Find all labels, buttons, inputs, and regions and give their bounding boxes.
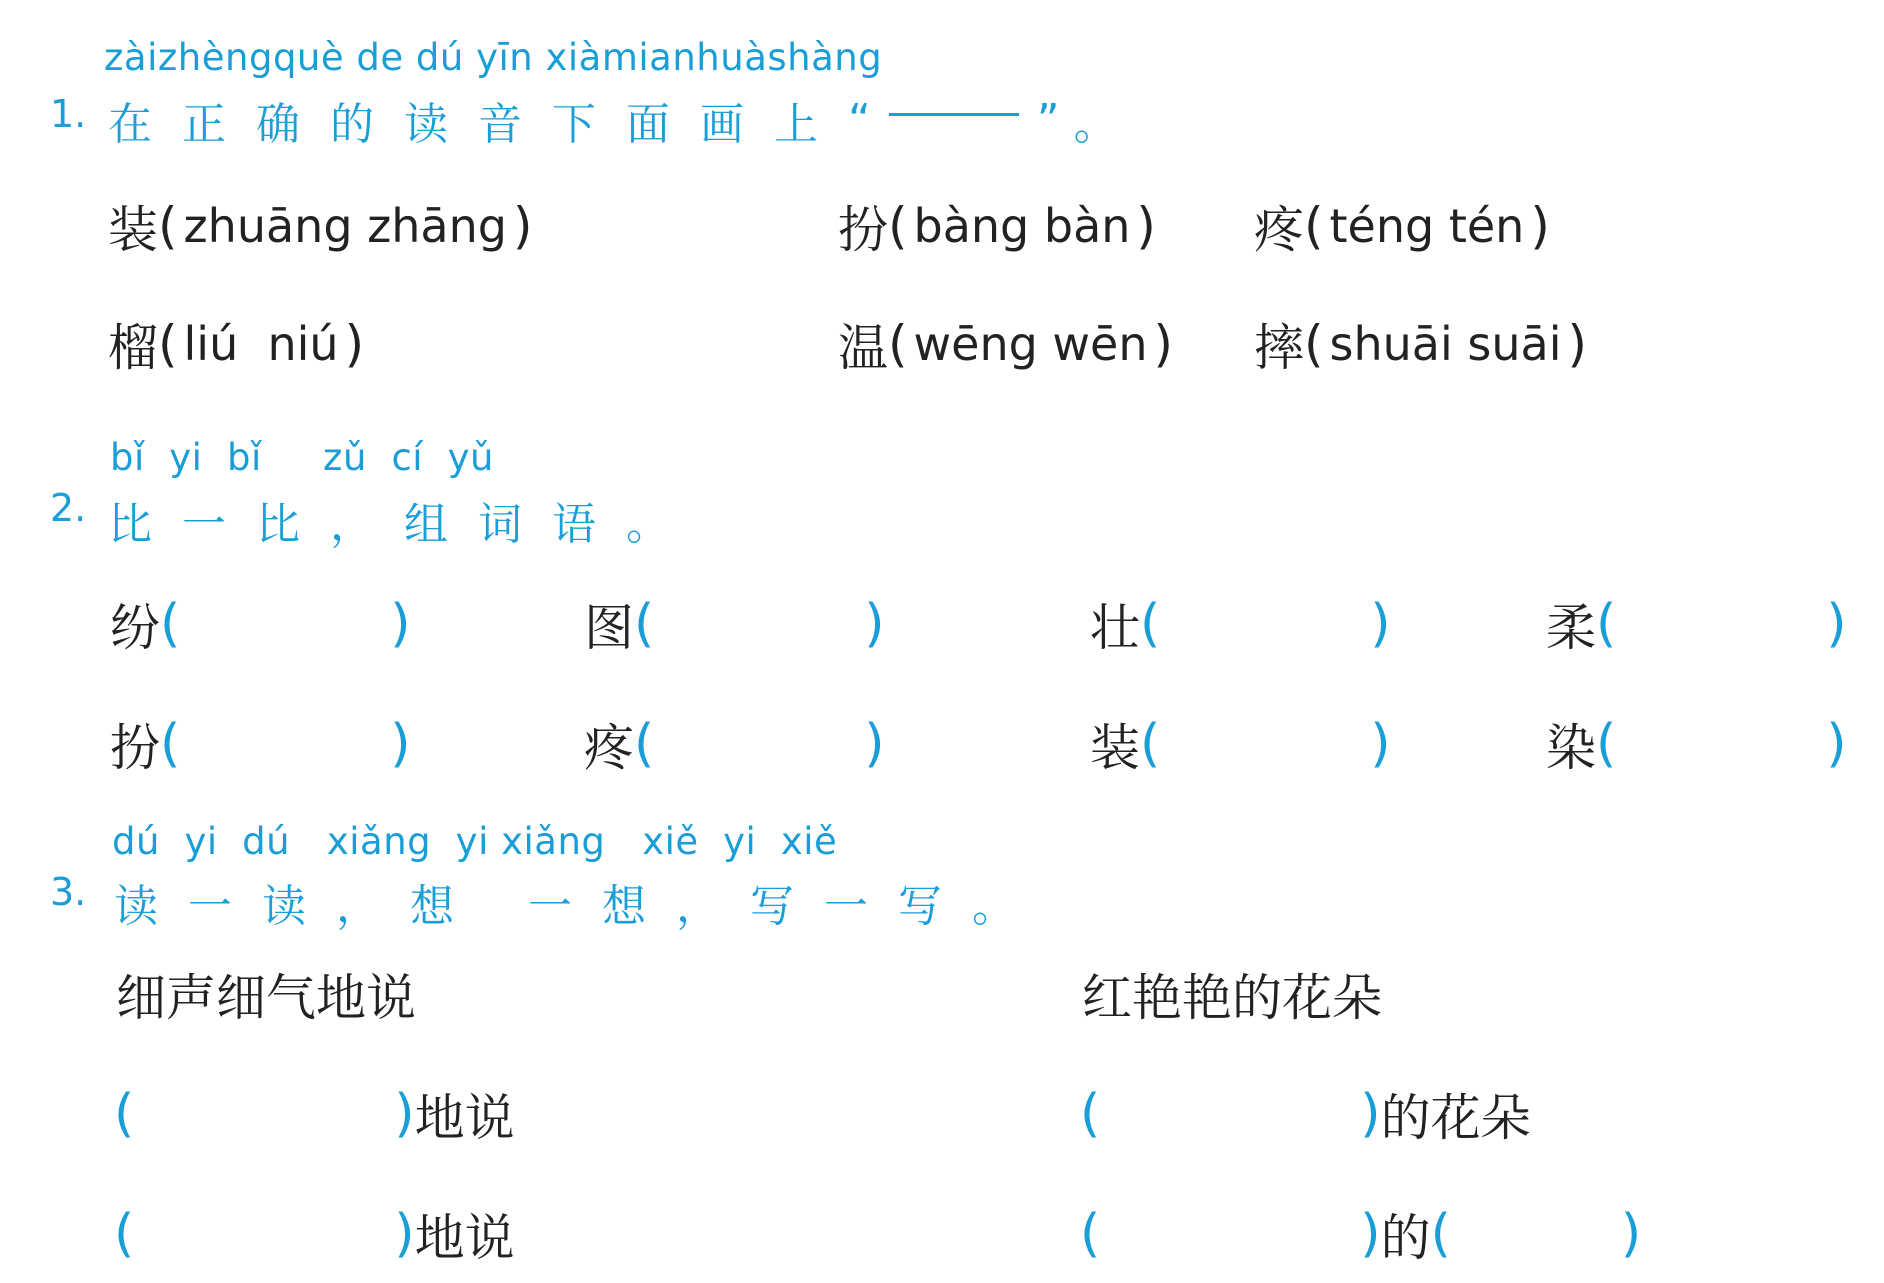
q2-item-5 xyxy=(110,708,411,780)
paren-open: ( xyxy=(1304,315,1324,373)
paren-open: ( xyxy=(1140,594,1161,654)
paren-close: ) xyxy=(1360,1204,1381,1264)
paren-close: ) xyxy=(1567,315,1587,373)
q2-pinyin: bǐ yi bǐ zǔ cí yǔ xyxy=(110,436,494,479)
paren-open: ( xyxy=(634,594,655,654)
paren-close: ) xyxy=(1530,197,1550,255)
q1-item-4 xyxy=(108,308,364,380)
paren-close: ) xyxy=(1370,714,1391,774)
q1-item-pinyin[interactable]: shuāi suāi xyxy=(1329,317,1562,371)
paren-open: ( xyxy=(1140,714,1161,774)
paren-open: ( xyxy=(158,315,178,373)
paren-open: ( xyxy=(1080,1204,1101,1264)
q2-char: 扮 xyxy=(110,719,160,777)
paren-close: ) xyxy=(1360,1084,1381,1144)
q2-char: 装 xyxy=(1090,719,1140,777)
q3-right-suffix: 的 xyxy=(1380,1209,1431,1267)
q1-item-5 xyxy=(838,308,1173,380)
q1-item-char: 温 xyxy=(838,319,888,377)
q1-instruction-text: 在正确的读音下面画上 xyxy=(108,99,848,150)
q2-number: 2. xyxy=(50,486,87,530)
q1-item-pinyin[interactable]: liú niú xyxy=(183,317,339,371)
paren-close: ) xyxy=(1826,714,1847,774)
q3-pinyin: dú yi dú xiǎng yi xiǎng xiě yi xiě xyxy=(112,820,838,863)
paren-close: ) xyxy=(1620,1204,1642,1264)
q1-item-char: 摔 xyxy=(1254,319,1304,377)
paren-close: ) xyxy=(512,197,533,255)
q3-left-row-2 xyxy=(114,1198,515,1270)
q3-number: 3. xyxy=(50,870,87,914)
paren-open: ( xyxy=(634,714,655,774)
paren-close: ) xyxy=(1826,594,1847,654)
q1-quote-open: “ xyxy=(848,94,871,146)
q1-item-char: 扮 xyxy=(838,201,888,259)
q3-right-example: 红艳艳的花朵 xyxy=(1082,969,1382,1027)
q1-period: 。 xyxy=(1073,99,1118,150)
q2-char: 染 xyxy=(1546,719,1596,777)
paren-open: ( xyxy=(888,197,908,255)
q3-instruction: 读一读，想 一想，写一写。 xyxy=(114,881,1046,932)
q2-char: 壮 xyxy=(1090,599,1140,657)
q1-item-1 xyxy=(108,190,533,262)
q3-right-suffix: 的花朵 xyxy=(1380,1089,1531,1147)
q1-item-2 xyxy=(838,190,1156,262)
paren-close: ) xyxy=(390,594,411,654)
paren-open: ( xyxy=(1596,714,1617,774)
q2-char: 柔 xyxy=(1546,599,1596,657)
paren-open: ( xyxy=(1430,1204,1451,1264)
q2-char: 疼 xyxy=(584,719,634,777)
paren-open: ( xyxy=(1080,1084,1101,1144)
q2-instruction: 比一比，组词语。 xyxy=(108,499,700,550)
q2-item-6 xyxy=(584,708,885,780)
paren-close: ) xyxy=(1153,315,1174,373)
paren-open: ( xyxy=(160,714,181,774)
q3-right-row-1 xyxy=(1080,1078,1531,1150)
paren-open: ( xyxy=(114,1204,135,1264)
q1-item-pinyin[interactable]: wēng wēn xyxy=(913,317,1148,371)
q2-item-1 xyxy=(110,588,411,660)
paren-close: ) xyxy=(390,714,411,774)
paren-open: ( xyxy=(1596,594,1617,654)
q2-item-8 xyxy=(1546,708,1847,780)
paren-open: ( xyxy=(160,594,181,654)
q1-item-pinyin[interactable]: bàng bàn xyxy=(913,199,1131,253)
q1-item-char: 疼 xyxy=(1254,201,1304,259)
paren-close: ) xyxy=(1136,197,1156,255)
q1-item-pinyin[interactable]: téng tén xyxy=(1329,199,1525,253)
q1-quote-close: ” xyxy=(1036,94,1060,146)
q3-left-row-1 xyxy=(114,1078,515,1150)
q3-left-suffix: 地说 xyxy=(414,1089,515,1147)
q2-char: 图 xyxy=(584,599,634,657)
q1-pinyin: zàizhèngquè de dú yīn xiàmianhuàshàng xyxy=(104,36,883,79)
paren-close: ) xyxy=(394,1204,415,1264)
q2-item-7 xyxy=(1090,708,1391,780)
q2-item-3 xyxy=(1090,588,1391,660)
q1-item-pinyin[interactable]: zhuāng zhāng xyxy=(183,199,507,253)
q1-item-char: 榴 xyxy=(108,319,158,377)
q1-item-char: 装 xyxy=(108,201,158,259)
paren-open: ( xyxy=(158,197,178,255)
q1-underline-sample xyxy=(889,113,1019,116)
q3-right-row-2 xyxy=(1080,1198,1641,1270)
q3-left-suffix: 地说 xyxy=(414,1209,515,1267)
q1-instruction xyxy=(108,88,1118,152)
q3-left-example: 细声细气地说 xyxy=(116,969,416,1027)
paren-close: ) xyxy=(344,315,365,373)
paren-close: ) xyxy=(864,714,885,774)
paren-close: ) xyxy=(394,1084,415,1144)
q2-item-4 xyxy=(1546,588,1847,660)
paren-open: ( xyxy=(888,315,908,373)
q2-item-2 xyxy=(584,588,885,660)
paren-close: ) xyxy=(1370,594,1391,654)
paren-open: ( xyxy=(114,1084,135,1144)
paren-close: ) xyxy=(864,594,885,654)
q2-char: 纷 xyxy=(110,599,160,657)
q1-item-3 xyxy=(1254,190,1550,262)
q1-item-6 xyxy=(1254,308,1587,380)
q1-number: 1. xyxy=(50,92,87,136)
paren-open: ( xyxy=(1304,197,1324,255)
